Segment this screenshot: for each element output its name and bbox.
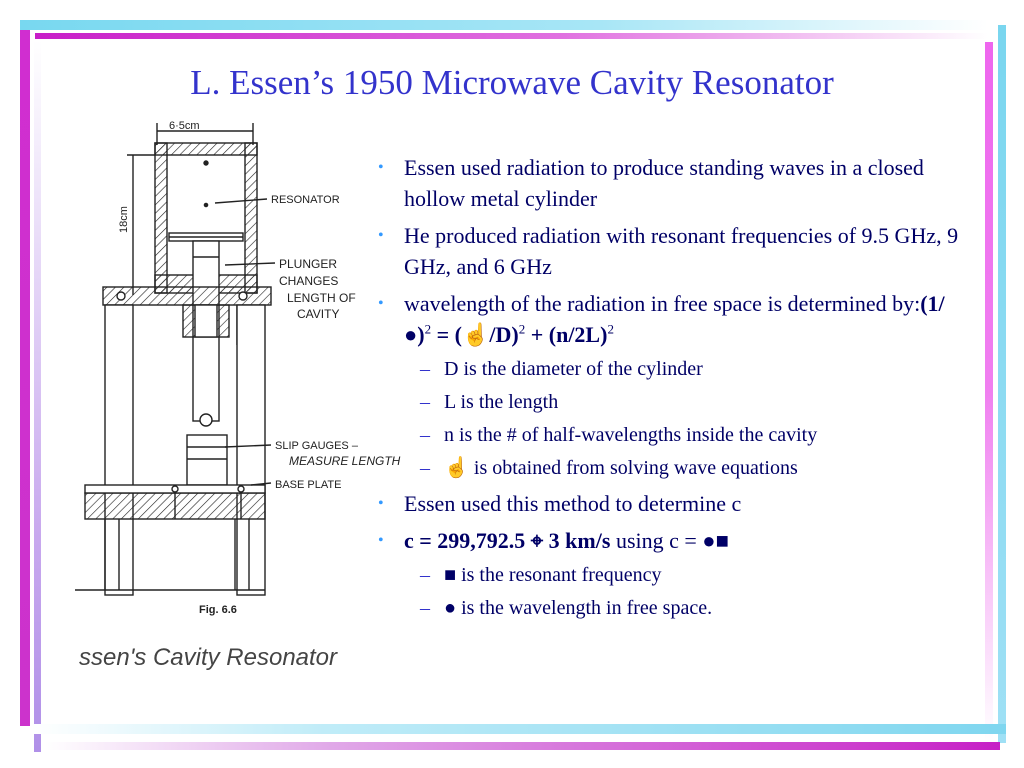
sub-bullet-item	[378, 595, 968, 622]
bullet-item	[378, 525, 968, 556]
slip-gauges	[187, 435, 227, 485]
bullet-text: wavelength of the radiation in free space is determined by:	[404, 291, 921, 316]
formula-part: (1/●)	[404, 291, 945, 347]
bottom-cyan-border	[32, 724, 1006, 734]
sub-bullet-item	[378, 389, 968, 416]
bullet-text: Essen used radiation to produce standing waves in a closed hollow metal cylinder	[404, 155, 924, 211]
plunger-label-line3: LENGTH OF	[287, 291, 356, 305]
dash-marker: –	[420, 424, 430, 446]
exponent: 2	[518, 321, 526, 337]
right-magenta-border	[985, 42, 993, 742]
top-magenta-border	[35, 33, 988, 39]
bullet-marker: •	[378, 227, 384, 244]
left-magenta-border	[20, 30, 30, 726]
sub-bullet-text: L is the length	[444, 391, 559, 413]
bullet-item	[378, 288, 968, 350]
plunger-label-line4: CAVITY	[297, 307, 340, 321]
sub-bullet-item	[378, 455, 968, 482]
slip-gauges-label: SLIP GAUGES –	[275, 440, 358, 452]
resonator-port	[204, 161, 208, 165]
sub-bullet-item	[378, 562, 968, 589]
bullet-text: using c = ●■	[610, 528, 729, 553]
right-column	[237, 305, 265, 595]
dimension-height-label: 18cm	[118, 206, 130, 233]
resonator-right-wall	[245, 143, 257, 293]
figure-number: Fig. 6.6	[199, 604, 237, 616]
dash-marker: –	[420, 457, 430, 479]
slide-title: L. Essen’s 1950 Microwave Cavity Resonator	[190, 63, 834, 102]
bullet-text: He produced radiation with resonant frequencies of 9.5 GHz, 9 GHz, and 6 GHz	[404, 223, 959, 279]
sub-bullet-text: ● is the wavelength in free space.	[444, 597, 713, 619]
sub-bullet-text: ☝ is obtained from solving wave equations	[444, 457, 798, 479]
bullet-text: Essen used this method to determine c	[404, 491, 742, 516]
bottom-magenta-border	[45, 742, 1000, 750]
bullet-item	[378, 152, 968, 214]
left-lavender-border	[34, 40, 41, 752]
bullet-marker: •	[378, 159, 384, 176]
base-plate-label: BASE PLATE	[275, 479, 342, 491]
measure-length-label: MEASURE LENGTH	[289, 454, 401, 468]
sub-bullet-item	[378, 422, 968, 449]
resonator-label: RESONATOR	[271, 194, 340, 206]
resonator-cap	[155, 143, 257, 155]
plunger-label-line2: CHANGES	[279, 274, 339, 288]
sub-bullet-text: ■ is the resonant frequency	[444, 564, 662, 586]
resonator-left-wall	[155, 143, 167, 293]
dash-marker: –	[420, 597, 430, 619]
bullet-marker: •	[378, 532, 384, 549]
bullet-marker: •	[378, 295, 384, 312]
dimension-width-label: 6·5cm	[169, 120, 200, 132]
formula-part: = (☝/D)	[431, 322, 519, 347]
dash-marker: –	[420, 391, 430, 413]
top-cyan-border	[20, 20, 988, 30]
bullet-marker: •	[378, 495, 384, 512]
bullet-list	[378, 152, 968, 628]
right-cyan-border	[998, 25, 1006, 743]
exponent: 2	[607, 321, 614, 337]
figure-handwritten-caption: ssen's Cavity Resonator	[79, 644, 338, 671]
speed-of-light-value: c = 299,792.5 ⌖ 3 km/s	[404, 528, 611, 553]
sub-bullet-item	[378, 356, 968, 383]
sub-bullet-text: D is the diameter of the cylinder	[444, 358, 703, 380]
bullet-item	[378, 220, 968, 282]
dash-marker: –	[420, 358, 430, 380]
formula-part: + (n/2L)	[525, 322, 608, 347]
sub-bullet-text: n is the # of half-wavelengths inside the cavity	[444, 424, 818, 446]
exponent: 2	[424, 321, 432, 337]
bullet-item	[378, 488, 968, 519]
plunger-label: PLUNGER	[279, 257, 338, 271]
dash-marker: –	[420, 564, 430, 586]
